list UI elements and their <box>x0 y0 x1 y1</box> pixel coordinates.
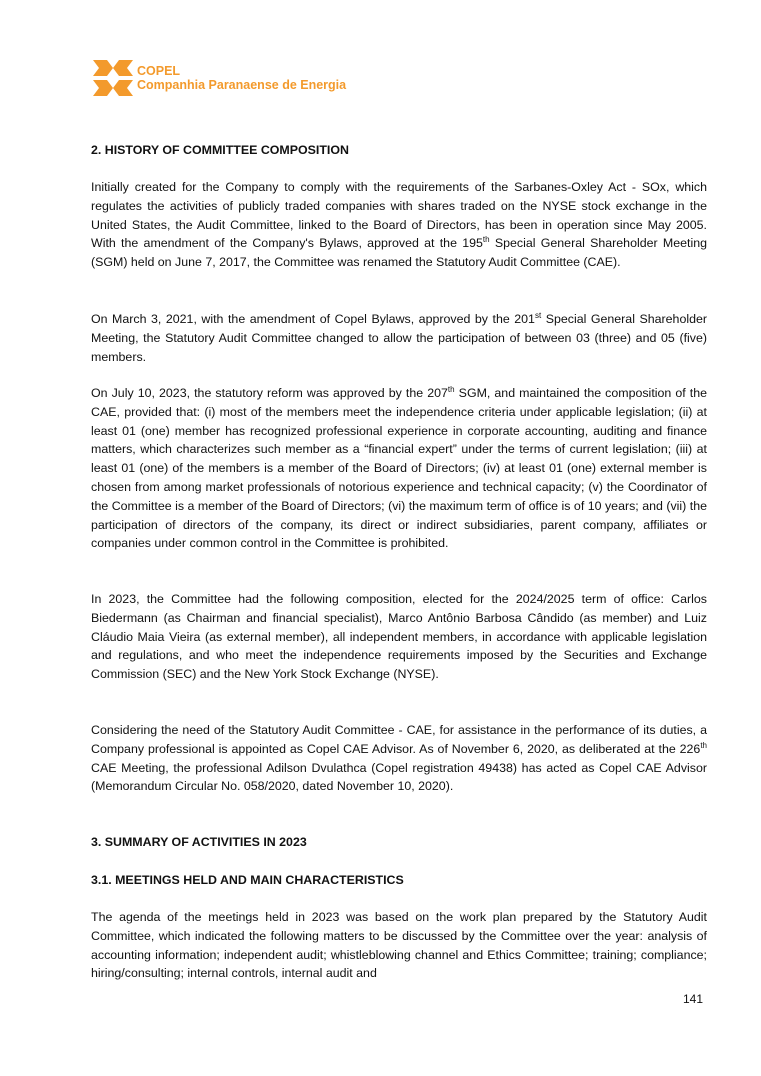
superscript: th <box>482 235 490 245</box>
section-3-1-heading: 3.1. MEETINGS HELD AND MAIN CHARACTERISTICS <box>91 873 404 887</box>
section-2-paragraph-4: In 2023, the Committee had the following composition, elected for the 2024/2025 term of office: Carlos Biedermann (as Chairman and financial specialist), Marco Antônio Barbosa Cândido (as member) and Luiz Cláudio Maia Vieira (as external member), all independent members, in accordance with applicable legislation and regulations, and who meet the independence requirements imposed by the Securities and Exchange Commission (SEC) and the New York Stock Exchange (NYSE). <box>91 592 707 682</box>
company-short-name: COPEL <box>137 64 181 78</box>
section-2-paragraph-2 <box>91 310 707 366</box>
page-number: 141 <box>683 992 704 1006</box>
section-2-paragraph-1 <box>91 178 707 272</box>
text: Considering the need of the Statutory Audit Committee - CAE, for assistance in the performance of its duties, a Company professional is appointed as Copel CAE Advisor. As of November 6, 2020, as deliberated at the 226 <box>91 723 707 756</box>
text: On March 3, 2021, with the amendment of Copel Bylaws, approved by the 201 <box>91 312 535 326</box>
text: Special General Shareholder Meeting (SGM) held on June 7, 2017, the Committee was renamed the Statutory Audit Committee (CAE). <box>91 236 707 270</box>
section-3-heading: 3. SUMMARY OF ACTIVITIES IN 2023 <box>91 835 307 849</box>
company-full-name: Companhia Paranaense de Energia <box>137 78 347 92</box>
text: CAE Meeting, the professional Adilson Dvulathca (Copel registration 49438) has acted as Copel CAE Advisor (Memorandum Circular No. 058/2020, dated November 10, 2020). <box>91 760 707 794</box>
superscript: th <box>447 385 455 394</box>
copel-logo-icon <box>93 60 133 96</box>
text: SGM, and maintained the composition of the CAE, provided that: (i) most of the members meet the independence criteria under applicable legislation; (ii) at least 01 (one) member has recognized professional experience in corporate accounting, auditing and finance matters, which characterizes such member as a “financial expert” under the terms of current legislation; (iii) at least 01 (one) of the members is a member of the Board of Directors; (iv) at least 01 (one) external member is chosen from among market professionals of notorious experience and technical capacity; (v) the Coordinator of the Committee is a member of the Board of Directors; (vi) the maximum term of office is of 10 years; and (vii) the participation of directors of the company, its direct or indirect subsidiaries, parent company, affiliates or companies under common control in the Committee is prohibited. <box>91 386 708 551</box>
text: Initially created for the Company to comply with the requirements of the Sarbanes-Oxley Act - SOx, which regulates the activities of publicly traded companies with shares traded on the NYSE stock exchange in the United States, the Audit Committee, linked to the Board of Directors, has been in operation since May 2005. With the amendment of the Company's Bylaws, approved at the 195 <box>91 180 707 251</box>
section-2-paragraph-5 <box>91 721 707 796</box>
superscript: st <box>534 311 542 320</box>
text: On July 10, 2023, the statutory reform was approved by the 207 <box>91 386 448 400</box>
section-3-1-paragraph-1: The agenda of the meetings held in 2023 was based on the work plan prepared by the Statutory Audit Committee, which indicated the following matters to be discussed by the Committee over the year: analysis of accounting information; independent audit; whistleblowing channel and Ethics Committee; training; compliance; hiring/consulting; internal controls, internal audit and <box>91 910 707 981</box>
section-2-paragraph-3 <box>91 384 707 553</box>
section-2-heading: 2. HISTORY OF COMMITTEE COMPOSITION <box>91 143 349 157</box>
company-brand <box>137 64 346 92</box>
text: Special General Shareholder Meeting, the Statutory Audit Committee changed to allow the participation of between 03 (three) and 05 (five) members. <box>91 312 707 364</box>
superscript: th <box>700 740 707 750</box>
